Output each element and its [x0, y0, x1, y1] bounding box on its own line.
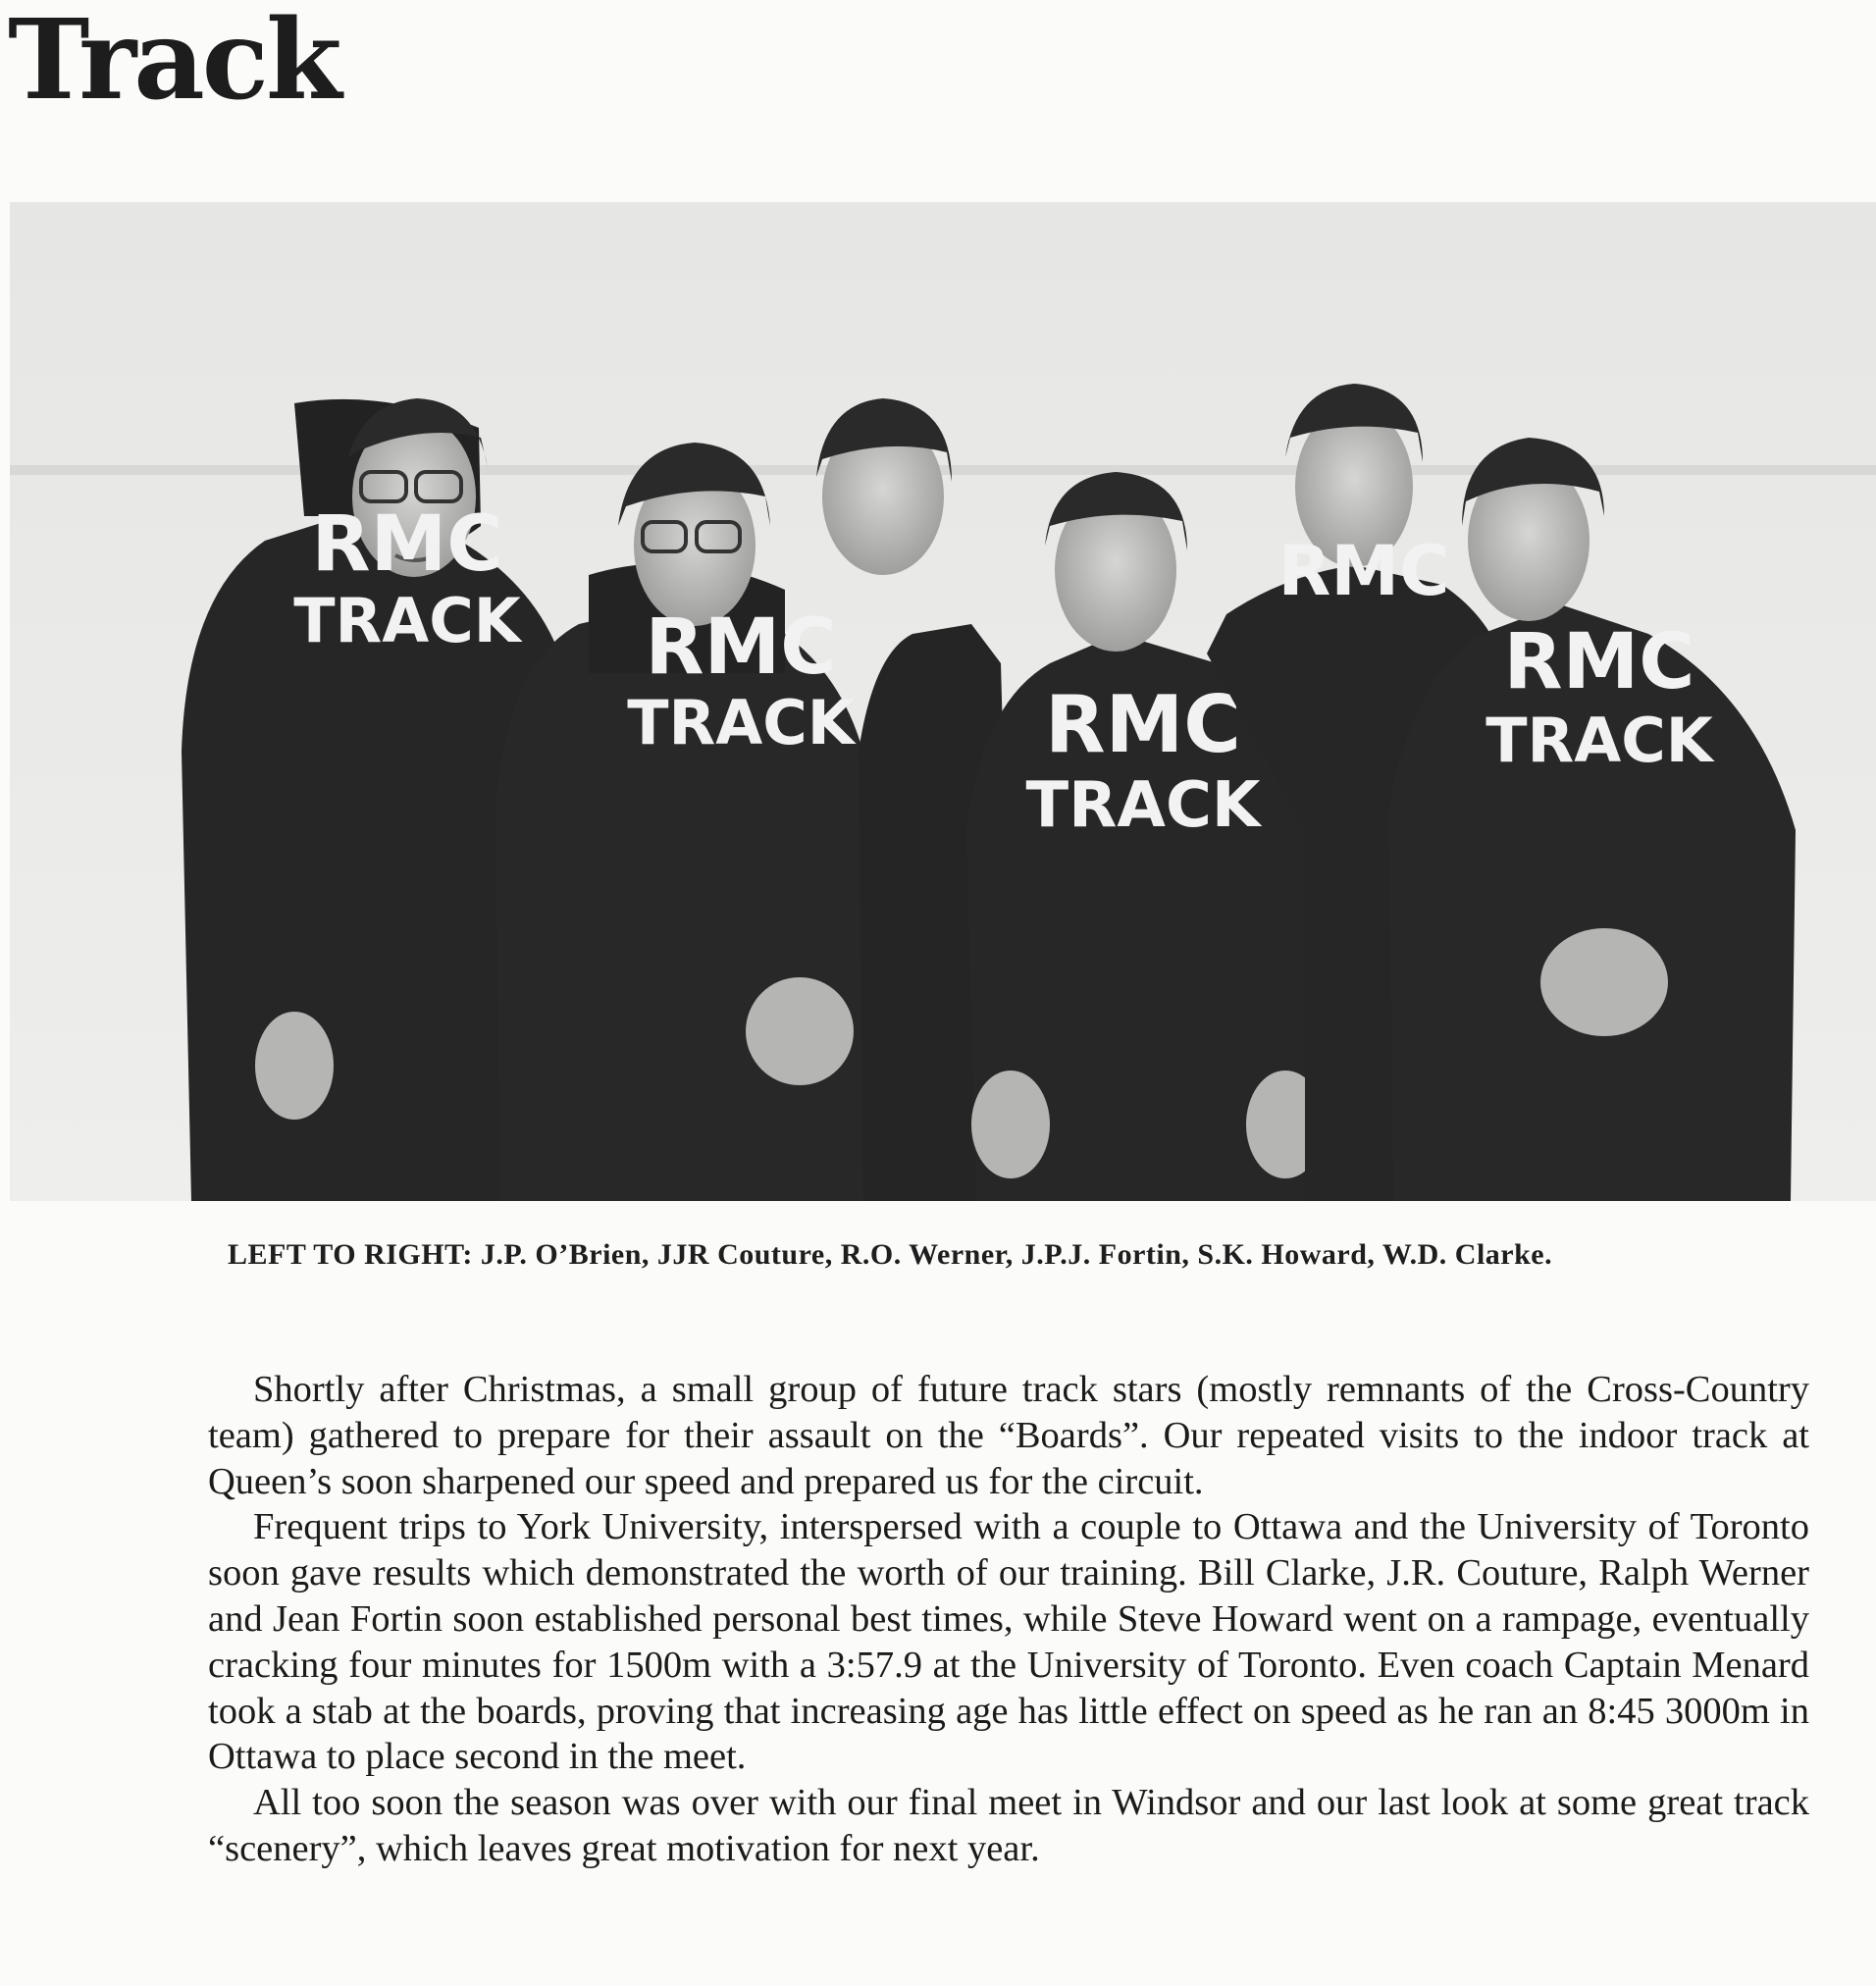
shirt-text-line2: TRACK: [1485, 705, 1713, 776]
caption-prefix: LEFT TO RIGHT:: [228, 1238, 473, 1271]
page-title: Track: [8, 0, 339, 125]
shirt-text-line1: RMC: [1503, 618, 1695, 706]
shirt-text-line1: RMC: [1045, 679, 1241, 770]
article-body: [208, 1367, 1809, 1872]
photo-caption: [228, 1238, 1837, 1272]
article-paragraph: Shortly after Christmas, a small group of future track stars (mostly remnants of the Cross-Country team) gathered to prepare for their assault on the “Boards”. Our repeated visits to the indoor track at Queen’s soon sharpened our speed and prepared us for the circuit.: [208, 1369, 1809, 1502]
article-paragraph: Frequent trips to York University, interspersed with a couple to Ottawa and the University of Toronto soon gave results which demonstrated the worth of our training. Bill Clarke, J.R. Couture, Ralph Werner and Jean Fortin soon established personal best times, while Steve Howard went on a rampage, eventually cracking four minutes for 1500m with a 3:57.9 at the University of Toronto. Even coach Captain Menard took a stab at the boards, proving that increasing age has little effect on speed as he ran an 8:45 3000m in Ottawa to place second in the meet.: [208, 1506, 1809, 1778]
shirt-text-line1: RMC: [645, 603, 837, 692]
caption-names: J.P. O’Brien, JJR Couture, R.O. Werner, J.P.J. Fortin, S.K. Howard, W.D. Clarke.: [480, 1238, 1553, 1271]
shirt-text-line2: TRACK: [627, 687, 855, 758]
shirt-text-line1: RMC: [1277, 531, 1450, 611]
shirt-text-line1: RMC: [311, 500, 503, 589]
team-photo-illustration: [10, 202, 1876, 1201]
shirt-text-line2: TRACK: [293, 585, 521, 656]
shirt-text-line2: TRACK: [1025, 769, 1261, 842]
team-photo: [10, 202, 1876, 1201]
article-paragraph: All too soon the season was over with our final meet in Windsor and our last look at some great track “scenery”, which leaves great motivation for next year.: [208, 1782, 1809, 1869]
